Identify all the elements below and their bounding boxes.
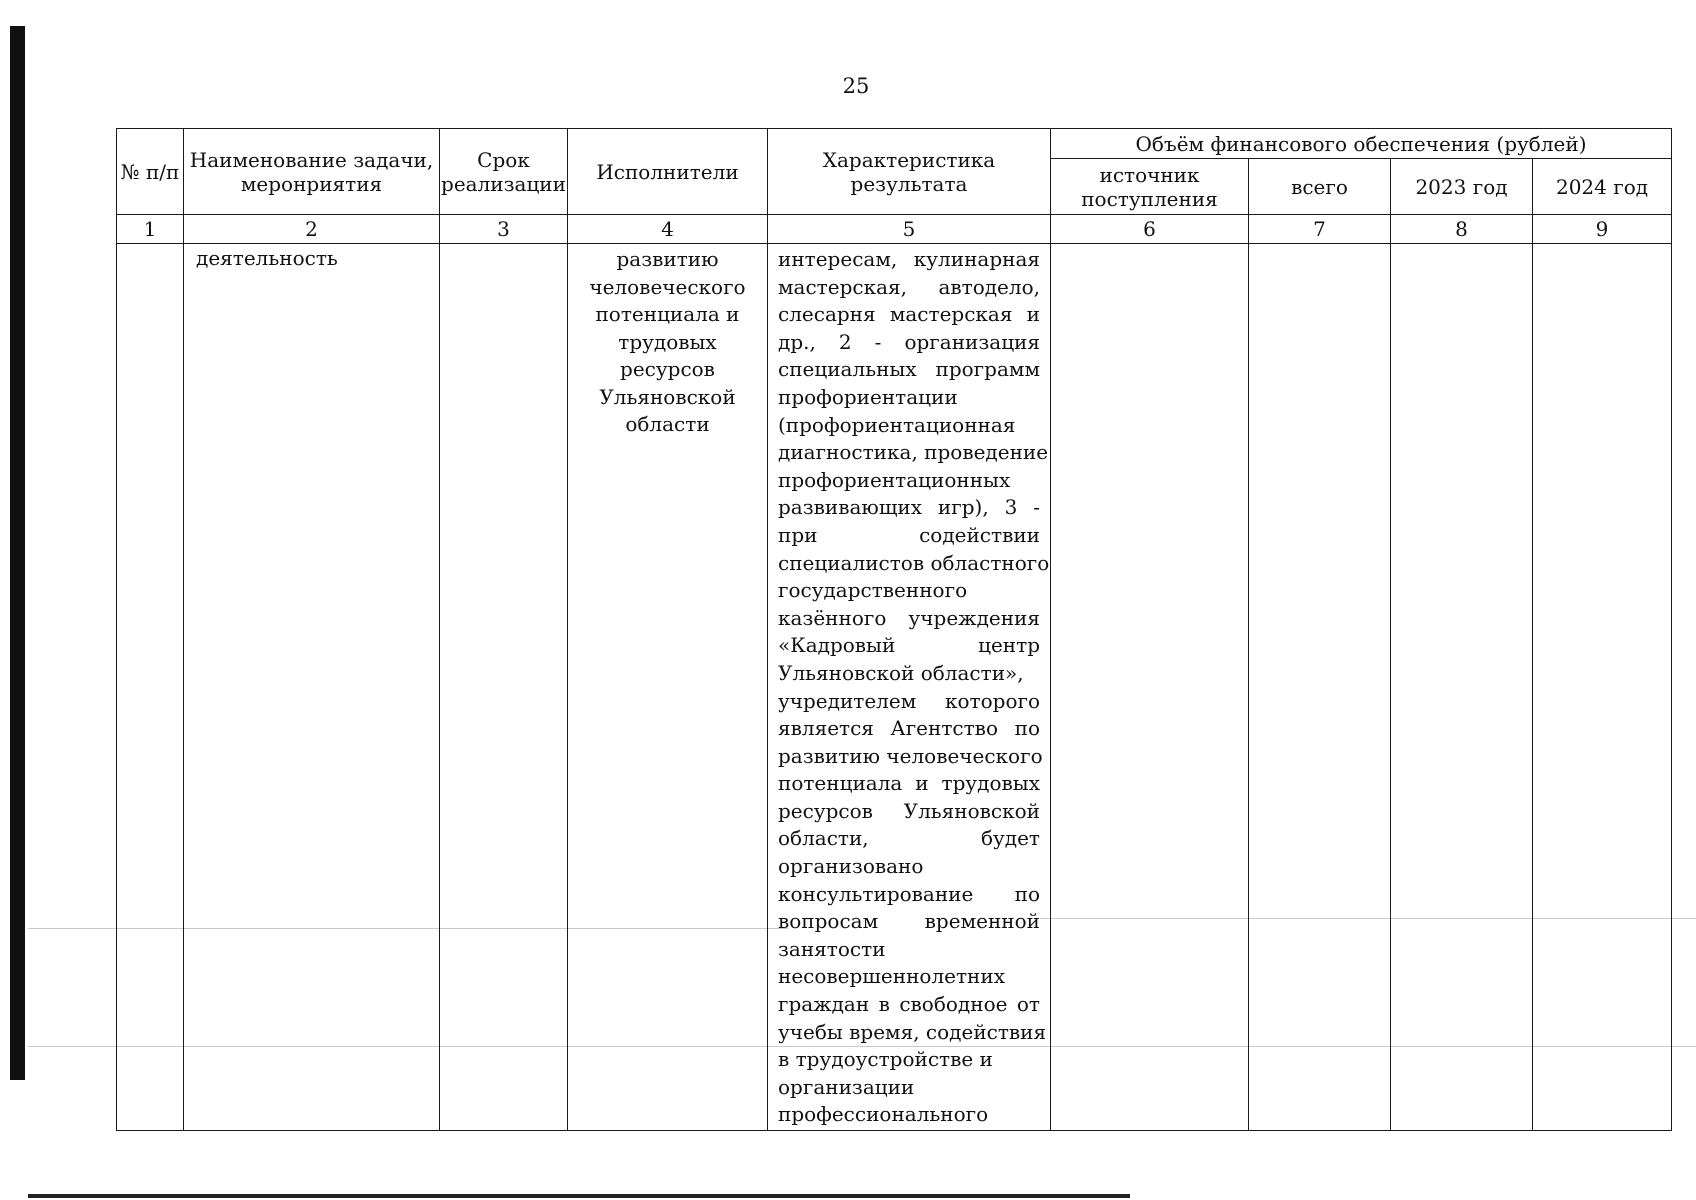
cell-2024 xyxy=(1533,244,1672,1131)
result-line: казённого учреждения xyxy=(778,605,1040,630)
result-line: развитию человеческого xyxy=(778,743,1043,768)
result-line: консультирование по xyxy=(778,881,1040,906)
cell-executors: развитию человеческого потенциала и трудовых ресурсов Ульяновской области xyxy=(568,244,768,1131)
result-line: организовано xyxy=(778,854,924,879)
result-line: др., 2 - организация xyxy=(778,329,1040,354)
header-source: источник поступления xyxy=(1051,159,1249,215)
header-year-2024: 2024 год xyxy=(1533,159,1672,215)
cell-task: деятельность xyxy=(184,244,440,1131)
result-line: вопросам временной xyxy=(778,909,1040,934)
column-number-row xyxy=(117,215,1672,244)
result-line: потенциала и трудовых xyxy=(778,771,1040,796)
header-num: № п/п xyxy=(117,129,184,215)
result-line: Ульяновской области», xyxy=(778,660,1024,685)
column-number: 5 xyxy=(768,215,1051,244)
column-number: 4 xyxy=(568,215,768,244)
result-line: несовершеннолетних xyxy=(778,964,1005,989)
column-number: 7 xyxy=(1249,215,1391,244)
result-line: области, будет xyxy=(778,826,1040,851)
result-line: специалистов областного xyxy=(778,550,1050,575)
table-row xyxy=(117,244,1672,1131)
header-term: Срок реализации xyxy=(440,129,568,215)
result-line: является Агентство по xyxy=(778,716,1040,741)
result-line: профессионального xyxy=(778,1102,989,1127)
cell-num xyxy=(117,244,184,1131)
column-number: 3 xyxy=(440,215,568,244)
result-line: граждан в свободное от xyxy=(778,992,1040,1017)
column-number: 2 xyxy=(184,215,440,244)
header-task: Наименование задачи, меронриятия xyxy=(184,129,440,215)
cell-term xyxy=(440,244,568,1131)
cell-source xyxy=(1051,244,1249,1131)
header-executors: Исполнители xyxy=(568,129,768,215)
header-result: Характеристика результата xyxy=(768,129,1051,215)
result-line: организации xyxy=(778,1074,915,1099)
result-line: специальных программ xyxy=(778,357,1040,382)
result-line: (профориентационная xyxy=(778,412,1016,437)
result-line: «Кадровый центр xyxy=(778,633,1040,658)
result-line: интересам, кулинарная xyxy=(778,247,1040,271)
cell-2023 xyxy=(1391,244,1533,1131)
cell-result xyxy=(768,244,1051,1131)
header-finance-group: Объём финансового обеспечения (рублей) xyxy=(1051,129,1672,159)
column-number: 6 xyxy=(1051,215,1249,244)
result-line: в трудоустройстве и xyxy=(778,1047,993,1072)
result-line: профориентации xyxy=(778,384,958,409)
bottom-rule xyxy=(28,1194,1130,1198)
result-line: диагностика, проведение xyxy=(778,440,1049,465)
column-number: 8 xyxy=(1391,215,1533,244)
scan-edge-mark xyxy=(10,26,25,1080)
column-number: 1 xyxy=(117,215,184,244)
result-line: государственного xyxy=(778,578,968,603)
result-line: развивающих игр), 3 - xyxy=(778,495,1040,520)
result-line: при содействии xyxy=(778,522,1040,547)
program-table xyxy=(116,128,1672,1131)
cell-total xyxy=(1249,244,1391,1131)
result-line: профориентационных xyxy=(778,467,1011,492)
result-line: учебы время, содействия xyxy=(778,1019,1047,1044)
header-year-2023: 2023 год xyxy=(1391,159,1533,215)
result-line: мастерская, автодело, xyxy=(778,274,1040,299)
result-line: учредителем которого xyxy=(778,688,1040,713)
column-number: 9 xyxy=(1533,215,1672,244)
result-line: занятости xyxy=(778,936,886,961)
result-line: слесарня мастерская и xyxy=(778,302,1040,327)
result-line: ресурсов Ульяновской xyxy=(778,798,1040,823)
header-total: всего xyxy=(1249,159,1391,215)
page-number: 25 xyxy=(842,74,870,98)
